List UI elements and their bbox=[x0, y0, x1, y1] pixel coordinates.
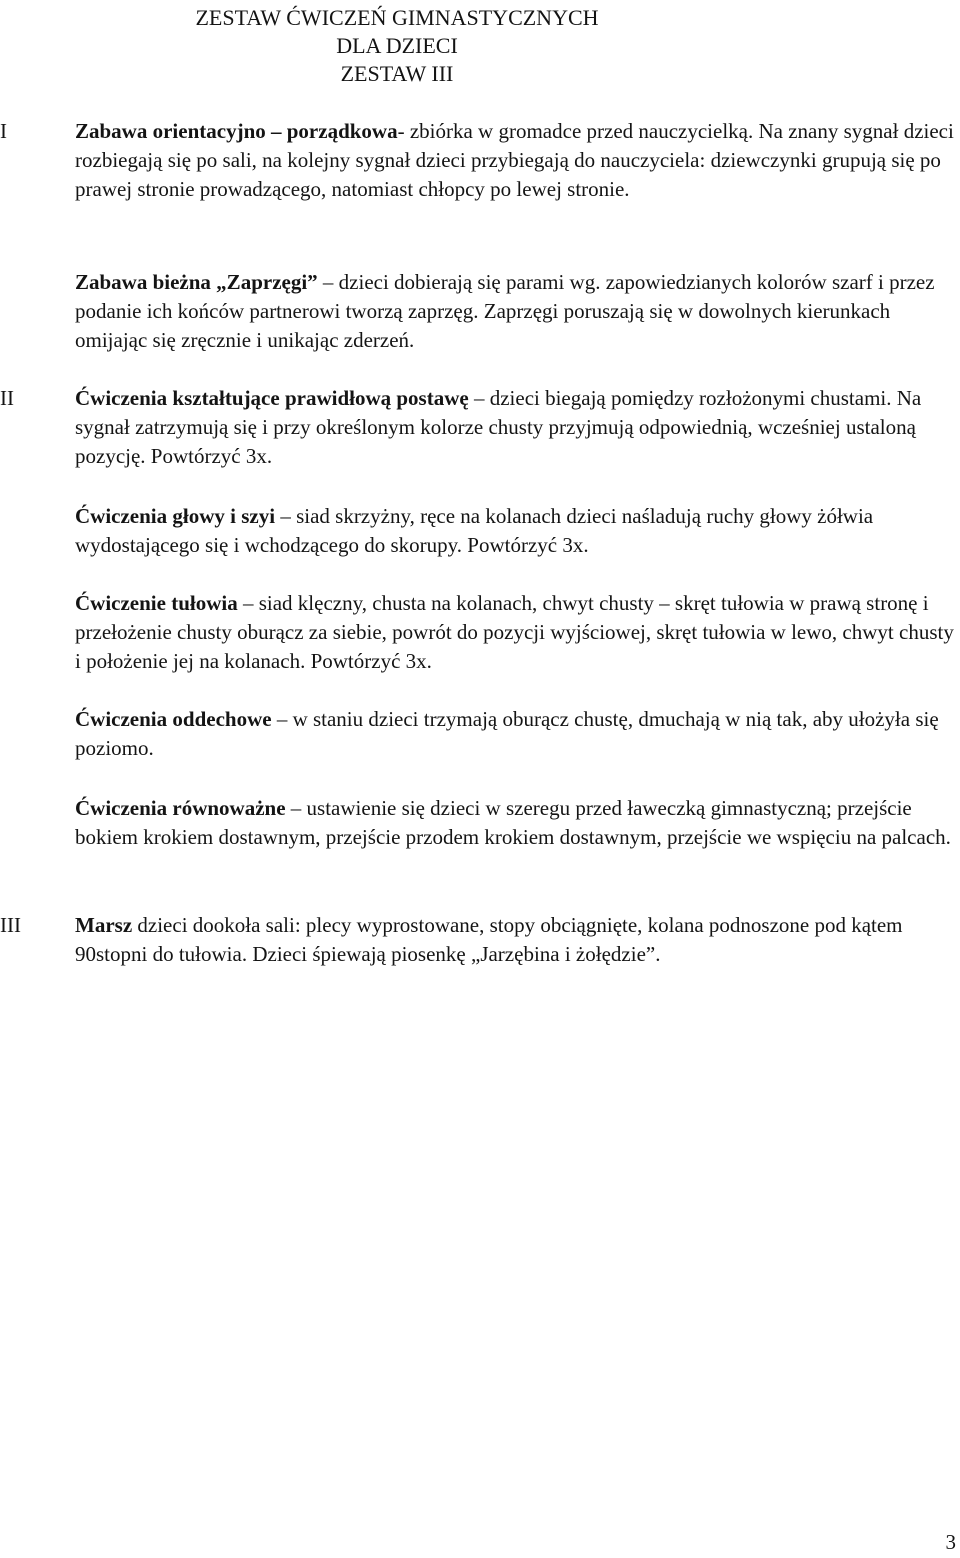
paragraph-torso-exercise bbox=[75, 589, 960, 676]
paragraph-lead: Ćwiczenia równoważne bbox=[75, 796, 286, 820]
paragraph-lead: Zabawa orientacyjno – porządkowa bbox=[75, 119, 398, 143]
paragraph-text: – siad skrzyżny, ręce na kolanach dzieci naśladują ruchy głowy żółwia wydostającego się i wchodzącego do skorupy. Powtórzyć 3x. bbox=[75, 504, 874, 557]
paragraph-text: - zbiórka w gromadce przed nauczycielką. Na znany sygnał dzieci rozbiegają się po sali, na kolejny sygnał dzieci przybiegają do nauczyciela: dziewczynki grupują się po prawej stronie prowadzącego, natomiast chłopcy po lewej stronie. bbox=[75, 119, 954, 201]
paragraph-head-neck-exercises bbox=[75, 502, 960, 560]
paragraph-breathing-exercises bbox=[75, 705, 960, 763]
paragraph-lead: Marsz bbox=[75, 913, 133, 937]
paragraph-running-game bbox=[75, 268, 960, 355]
paragraph-posture-exercises bbox=[75, 384, 960, 471]
section-number-3: III bbox=[0, 913, 21, 937]
paragraph-lead: Ćwiczenie tułowia bbox=[75, 591, 238, 615]
paragraph-lead: Ćwiczenia oddechowe bbox=[75, 707, 272, 731]
paragraph-text: – siad klęczny, chusta na kolanach, chwyt chusty – skręt tułowia w prawą stronę i przełożenie chusty oburącz za siebie, powrót do pozycji wyjściowej, skręt tułowia w lewo, chwyt chusty i położenie jej na kolanach. Powtórzyć 3x. bbox=[75, 591, 954, 673]
paragraph-text: – ustawienie się dzieci w szeregu przed ławeczką gimnastyczną; przejście bokiem krokiem dostawnym, przejście przodem krokiem dostawnym, przejście we wspięciu na palcach. bbox=[75, 796, 951, 849]
paragraph-text: – w staniu dzieci trzymają oburącz chustę, dmuchają w nią tak, aby ułożyła się poziomo. bbox=[75, 707, 939, 760]
document-title bbox=[0, 4, 794, 88]
paragraph-lead: Ćwiczenia kształtujące prawidłową postawę bbox=[75, 386, 469, 410]
section-number-2: II bbox=[0, 386, 14, 410]
title-line-2: DLA DZIECI bbox=[336, 33, 458, 58]
paragraph-orientation-game bbox=[75, 117, 960, 204]
paragraph-lead: Ćwiczenia głowy i szyi bbox=[75, 504, 276, 528]
paragraph-text: – dzieci biegają pomiędzy rozłożonymi chustami. Na sygnał zatrzymują się i przy określonym kolorze chusty przyjmują odpowiednią, wcześniej ustaloną pozycję. Powtórzyć 3x. bbox=[75, 386, 922, 468]
section-number-1: I bbox=[0, 119, 7, 143]
paragraph-march bbox=[75, 911, 960, 969]
paragraph-balance-exercises bbox=[75, 794, 960, 852]
paragraph-text: dzieci dookoła sali: plecy wyprostowane, stopy obciągnięte, kolana podnoszone pod kątem 90stopni do tułowia. Dzieci śpiewają piosenkę „Jarzębina i żołędzie”. bbox=[75, 913, 903, 966]
title-line-3: ZESTAW III bbox=[340, 61, 454, 86]
title-line-1: ZESTAW ĆWICZEŃ GIMNASTYCZNYCH bbox=[195, 5, 599, 30]
page-number: 3 bbox=[945, 1530, 956, 1554]
paragraph-lead: Zabawa bieżna „Zaprzęgi” bbox=[75, 270, 318, 294]
paragraph-text: – dzieci dobierają się parami wg. zapowiedzianych kolorów szarf i przez podanie ich końców partnerowi tworzą zaprzęg. Zaprzęgi poruszają się w dowolnych kierunkach omijając się zręcznie i unikając zderzeń. bbox=[75, 270, 935, 352]
